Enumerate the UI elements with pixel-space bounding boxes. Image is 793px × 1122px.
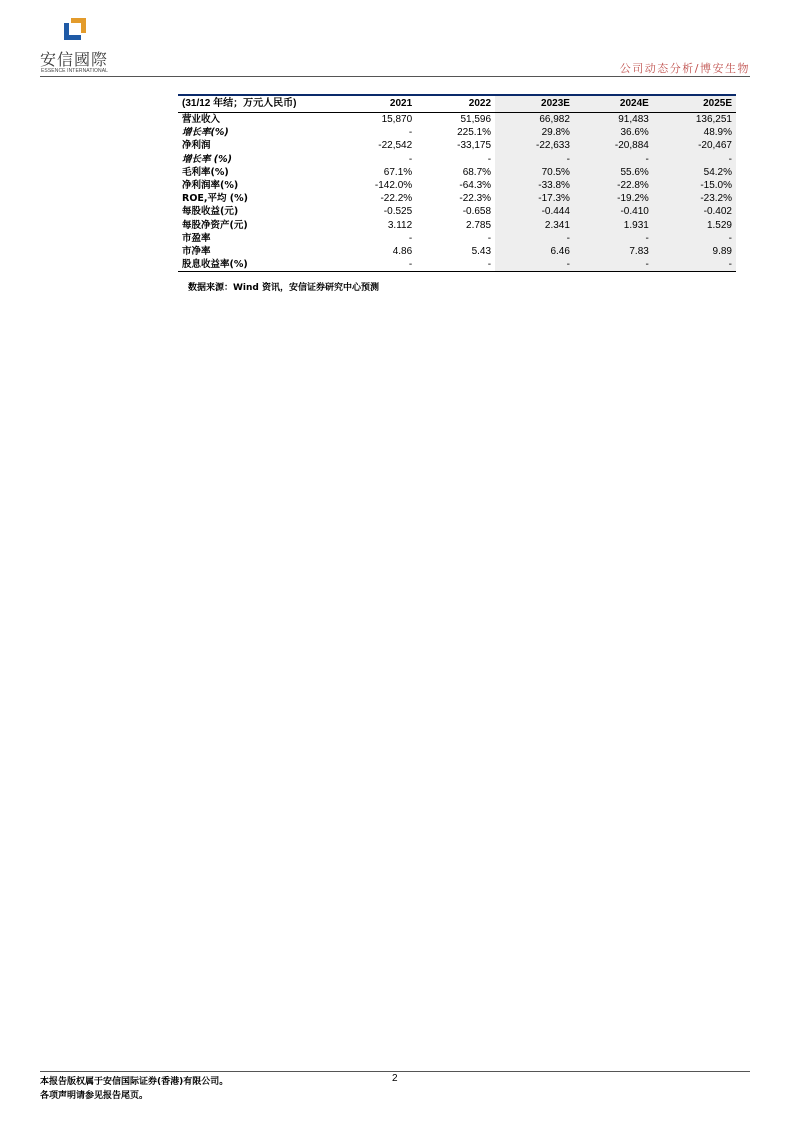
table-cell: -19.2% <box>574 192 653 205</box>
header-year: 2025E <box>653 95 736 113</box>
table-cell: - <box>495 232 574 245</box>
table-cell: - <box>408 232 413 244</box>
table-cell: -0.658 <box>462 206 492 218</box>
table-cell: -0.444 <box>495 205 574 218</box>
table-row <box>178 139 736 152</box>
table-row <box>178 179 736 192</box>
table-cell: 91,483 <box>574 113 653 127</box>
table-cell: -22.2% <box>380 193 413 205</box>
footer-divider <box>40 1071 750 1072</box>
table-cell: -22.8% <box>574 179 653 192</box>
table-cell: 225.1% <box>457 127 492 139</box>
table-cell: - <box>653 232 736 245</box>
table-cell: - <box>574 258 653 272</box>
row-label: 增长率 (%) <box>182 153 233 165</box>
table-cell: -20,884 <box>574 139 653 152</box>
table-cell: 5.43 <box>471 245 492 257</box>
table-cell: -0.525 <box>383 206 413 218</box>
table-cell: 70.5% <box>495 166 574 179</box>
table-row <box>178 219 736 232</box>
table-cell: - <box>408 153 413 165</box>
table-row <box>178 192 736 205</box>
row-label: 每股净资产(元) <box>182 219 248 231</box>
copyright-notice: 本报告版权属于安信国际证券(香港)有限公司。 <box>40 1077 229 1087</box>
table-cell: - <box>487 153 492 165</box>
table-row <box>178 232 736 245</box>
row-label: 股息收益率(%) <box>182 259 248 271</box>
row-label: 每股收益(元) <box>182 206 239 218</box>
table-cell: 66,982 <box>495 113 574 127</box>
table-cell: - <box>653 153 736 166</box>
table-cell: 4.86 <box>392 245 413 257</box>
table-cell: - <box>408 127 413 139</box>
logo-mark-icon <box>62 16 88 42</box>
page-number: 2 <box>392 1073 398 1084</box>
disclaimer-notice: 各项声明请参见报告尾页。 <box>40 1091 149 1101</box>
data-source-note: 数据来源：Wind 资讯，安信证券研究中心预测 <box>188 283 379 293</box>
table-cell: 67.1% <box>383 166 413 178</box>
table-cell: 68.7% <box>462 166 492 178</box>
table-cell: 54.2% <box>653 166 736 179</box>
table-cell: -22,633 <box>495 139 574 152</box>
table-cell: - <box>495 258 574 272</box>
table-cell: 15,870 <box>381 114 413 126</box>
table-cell: - <box>574 153 653 166</box>
table-cell: 2.785 <box>466 219 492 231</box>
row-label: 营业收入 <box>182 114 221 126</box>
row-label: 毛利率(%) <box>182 166 229 178</box>
row-label: 净利润 <box>182 140 211 152</box>
table-cell: -23.2% <box>653 192 736 205</box>
table-cell: - <box>495 153 574 166</box>
table-cell: -33,175 <box>457 140 492 152</box>
table-cell: - <box>487 232 492 244</box>
logo-chinese-text: 安信國際 <box>40 50 109 69</box>
report-category: 公司动态分析/博安生物 <box>619 62 750 75</box>
row-label: 增长率(%) <box>182 127 229 139</box>
table-row <box>178 205 736 218</box>
table-row <box>178 245 736 258</box>
table-cell: - <box>487 259 492 271</box>
header-year: 2021 <box>389 98 413 109</box>
table-cell: 2.341 <box>495 219 574 232</box>
table-cell: -15.0% <box>653 179 736 192</box>
table-cell: - <box>408 259 413 271</box>
table-cell: 36.6% <box>574 126 653 139</box>
row-label: 市盈率 <box>182 232 211 244</box>
table-cell: -17.3% <box>495 192 574 205</box>
page-header <box>40 14 750 76</box>
row-label: 市净率 <box>182 245 211 257</box>
financial-summary-table <box>178 94 736 272</box>
header-year: 2024E <box>574 95 653 113</box>
header-divider <box>40 76 750 77</box>
table-cell: 3.112 <box>387 219 413 231</box>
table-cell: 48.9% <box>653 126 736 139</box>
table-row <box>178 258 736 272</box>
table-cell: 55.6% <box>574 166 653 179</box>
company-logo <box>40 14 120 76</box>
table-cell: 9.89 <box>653 245 736 258</box>
table-cell: 1.529 <box>653 219 736 232</box>
table-cell: -20,467 <box>653 139 736 152</box>
row-label: 净利润率(%) <box>182 180 239 192</box>
table-cell: -33.8% <box>495 179 574 192</box>
header-year: 2023E <box>495 95 574 113</box>
table-cell: -22.3% <box>459 193 492 205</box>
table-cell: 136,251 <box>653 113 736 127</box>
table-cell: -0.410 <box>574 205 653 218</box>
header-year: 2022 <box>468 98 492 109</box>
table-header-row <box>178 95 736 113</box>
table-cell: 51,596 <box>460 114 492 126</box>
table-cell: 1.931 <box>574 219 653 232</box>
table-cell: -0.402 <box>653 205 736 218</box>
table-cell: 7.83 <box>574 245 653 258</box>
table-cell: - <box>653 258 736 272</box>
table-cell: 6.46 <box>495 245 574 258</box>
table-cell: -142.0% <box>374 180 413 192</box>
table-cell: -64.3% <box>459 180 492 192</box>
table-cell: -22,542 <box>378 140 413 152</box>
table-row <box>178 126 736 139</box>
header-label: (31/12 年结；万元人民币) <box>182 98 297 109</box>
table-cell: - <box>574 232 653 245</box>
table-cell: 29.8% <box>495 126 574 139</box>
table-row <box>178 113 736 127</box>
table-row <box>178 153 736 166</box>
logo-english-text: ESSENCE INTERNATIONAL <box>41 68 109 74</box>
row-label: ROE,平均 (%) <box>182 193 248 205</box>
table-row <box>178 166 736 179</box>
